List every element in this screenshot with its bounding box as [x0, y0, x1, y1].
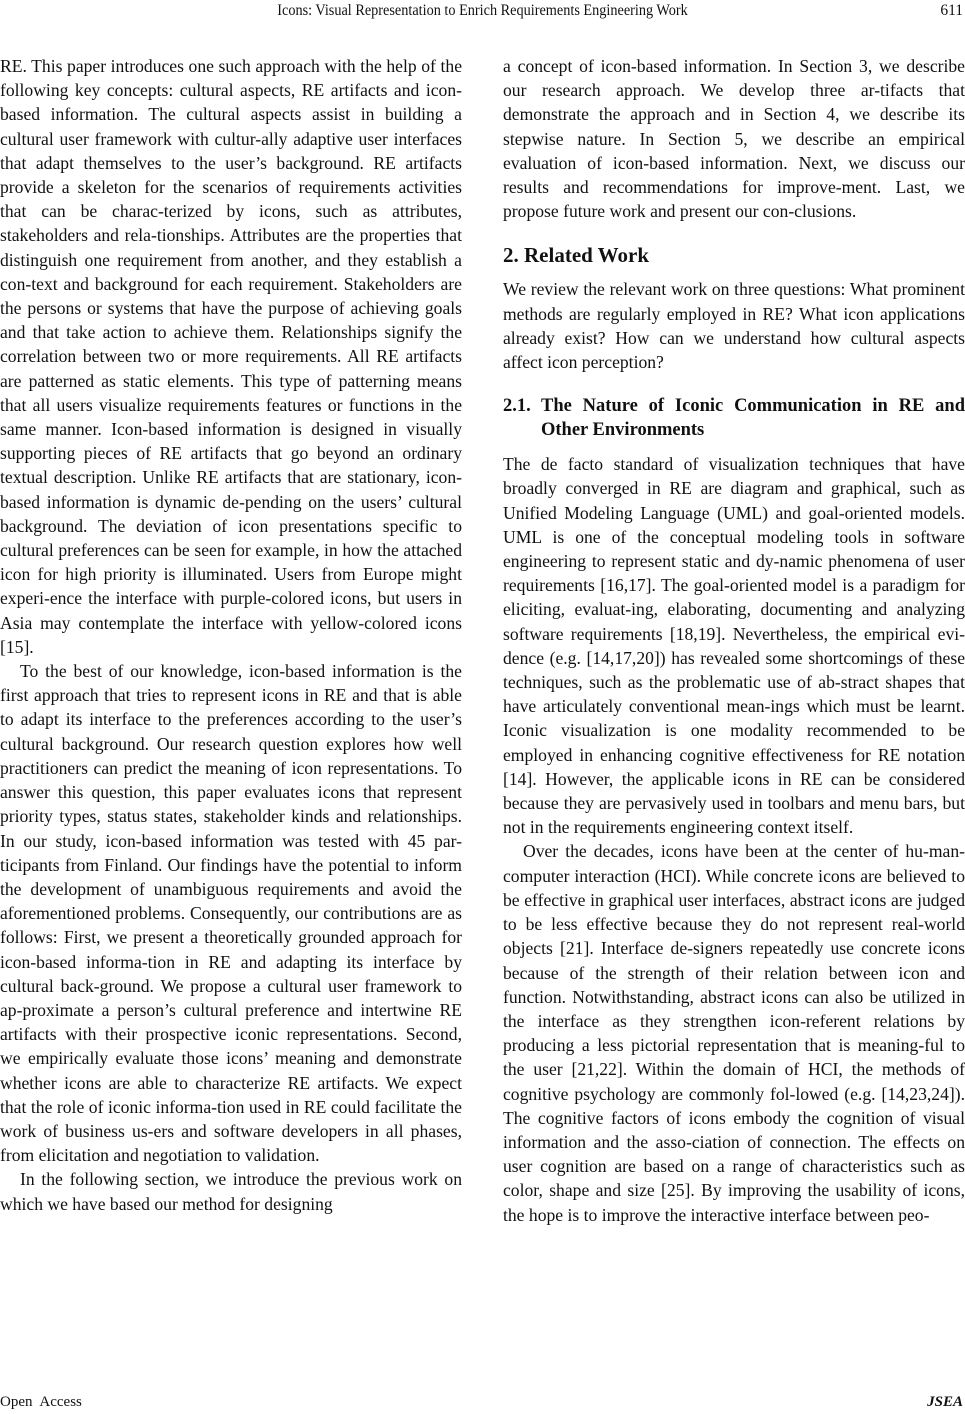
body-paragraph: To the best of our knowledge, icon-based information is the first approach that tries to represent icons in RE and that is able to adapt its interface to the preferences according to the user’s cultural background. Our research question explores how well practitioners can predict the meaning of icon representations. To answer this question, this paper evaluates icons that represent priority types, status states, stakeholder kinds and relationships. In our study, icon-based information was tested with 45 par-ticipants from Finland. Our findings have the potential to inform the development of unambiguous requirements and avoid the aforementioned problems. Consequently, our contributions are as follows: First, we present a theoretically grounded approach for icon-based informa-tion in RE and adapting its interface by cultural back-ground. We propose a cultural user framework to ap-proximate a person’s cultural preference and intertwine RE artifacts with their prospective iconic representations. Second, we empirically evaluate those icons’ meaning and demonstrate whether icons are able to characterize RE artifacts. We expect that the role of iconic informa-tion used in RE could facilitate the work of business us-ers and software developers in all phases, from elicitation and negotiation to validation. — [0, 661, 462, 1166]
subsection-number: 2.1. — [503, 396, 531, 417]
subsection-heading — [503, 394, 965, 442]
subsection-title: The Nature of Iconic Communication in RE and Other Environments — [541, 396, 965, 441]
body-paragraph: RE. This paper introduces one such approach with the help of the following key concepts: cultural aspects, RE artifacts and icon-based information. The cultural aspects assist in building a cultural user framework with cultur-ally adaptive user interfaces that adapt themselves to the user’s background. RE artifacts provide a skeleton for the scenarios of requirements activities that can be charac-terized by icons, such as attributes, stakeholders and rela-tionships. Attributes are the properties that distinguish one requirement from another, and they establish a con-text and background for each requirement. Stakeholders are the persons or systems that have the purpose of achieving goals and that take action to achieve them. Relationships signify the correlation between two or more requirements. All RE artifacts are patterned as static elements. This type of patterning means that all users visualize requirements features or functions in the same manner. Icon-based information is designed in visually supporting pieces of RE artifacts that go beyond an ordinary textual description. Unlike RE artifacts that are stationary, icon-based information is dynamic de-pending on the users’ cultural background. The deviation of icon presentations specific to cultural preferences can be seen for example, in how the attached icon for high priority is illuminated. Users from Europe might experi-ence the interface with purple-colored icons, but users in Asia may contemplate the interface with yellow-colored icons [15]. — [0, 56, 462, 657]
body-paragraph: a concept of icon-based information. In Section 3, we describe our research approach. We develop three ar-tifacts that demonstrate the approach and in Section 4, we describe its stepwise nature. In Section 5, we describe an empirical evaluation of icon-based information. Next, we discuss our results and recommendations for improve-ment. Last, we propose future work and present our con-clusions. — [503, 56, 965, 222]
section-heading: 2. Related Work — [503, 243, 650, 268]
running-title: Icons: Visual Representation to Enrich Requirements Engineering Work — [277, 2, 688, 19]
body-paragraph: Over the decades, icons have been at the center of hu-man-computer interaction (HCI). While concrete icons are believed to be effective in graphical user interfaces, abstract icons are judged to be less effective because they do not represent real-world objects [21]. Interface de-signers repeatedly use concrete icons because of the strength of their relation between icon and function. Notwithstanding, abstract icons can also be utilized in the interface as they strengthen icon-referent relations by producing a less pictorial representation that is meaning-ful to the user [21,22]. Within the domain of HCI, the methods of cognitive psychology are commonly fol-lowed (e.g. [14,23,24]). The cognitive factors of icons embody the cognition of visual information and the asso-ciation of connection. The effects on user cognition are based on a range of characteristics such as color, shape and size [25]. By improving the usability of icons, the hope is to improve the interactive interface between peo- — [503, 841, 965, 1225]
page-number: 611 — [940, 2, 963, 19]
body-paragraph: The de facto standard of visualization techniques that have broadly converged in RE are diagram and graphical, such as Unified Modeling Language (UML) and goal-oriented models. UML is one of the conceptual modeling tools in software engineering to represent static and dy-namic phenomena of user requirements [16,17]. The goal-oriented model is a paradigm for eliciting, evaluat-ing, elaborating, documenting and analyzing software requirements [18,19]. Nevertheless, the empirical evi-dence (e.g. [14,17,20]) has revealed some shortcomings of these techniques, such as the problematic use of ab-stract shapes that have articulately conventional mean-ings which must be learnt. Iconic visualization is one modality recommended to be employed in enhancing cognitive effectiveness for RE notation [14]. However, the applicable icons in RE can be considered because they are pervasively used in toolbars and menu bars, but not in the requirements engineering context itself. — [503, 454, 965, 838]
footer-journal: JSEA — [927, 1394, 963, 1410]
body-paragraph: We review the relevant work on three questions: What prominent methods are regularly employed in RE? What icon applications already exist? How can we understand how cultural aspects affect icon perception? — [503, 279, 965, 373]
left-column — [0, 54, 462, 1216]
body-paragraph: In the following section, we introduce the previous work on which we have based our method for designing — [0, 1169, 462, 1214]
right-column — [503, 54, 965, 1227]
footer-open-access: Open Access — [0, 1394, 82, 1410]
page-footer — [0, 1393, 965, 1413]
running-header — [0, 0, 965, 22]
